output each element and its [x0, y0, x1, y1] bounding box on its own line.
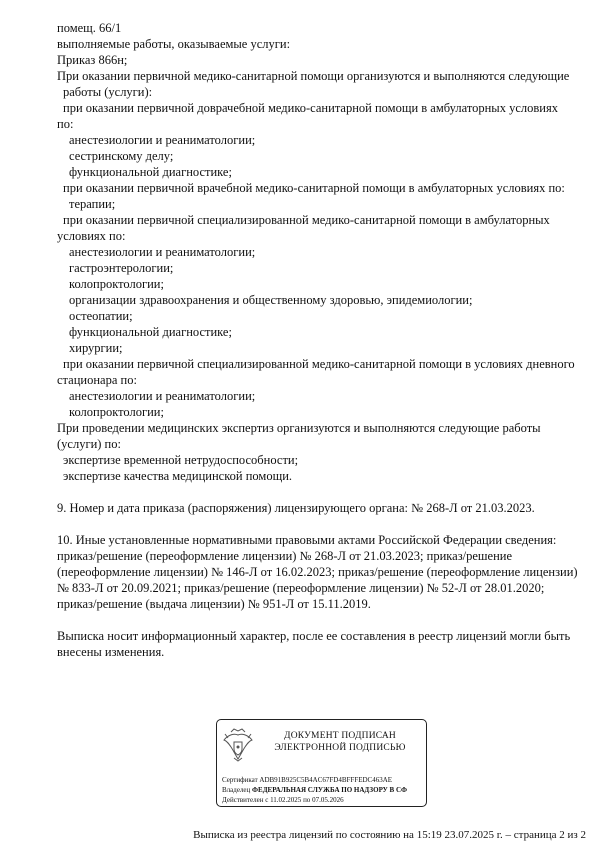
text-line: № 833-Л от 20.09.2021; приказ/решение (переоформление лицензии) № 52-Л от 28.01.2020;	[57, 581, 545, 595]
text-line: помещ. 66/1	[57, 21, 122, 35]
text-line: при оказании первичной доврачебной медико-санитарной помощи в амбулаторных условиях	[63, 101, 558, 115]
signature-stamp	[216, 719, 427, 807]
text-line: (переоформление лицензии) № 146-Л от 16.02.2023; приказ/решение (переоформление лицензии)	[57, 565, 578, 579]
list-item: хирургии;	[69, 341, 123, 355]
stamp-validity: Действителен с 11.02.2025 по 07.05.2026	[222, 796, 344, 804]
text-line: по:	[57, 117, 74, 131]
list-item: терапии;	[69, 197, 116, 211]
text-line: выполняемые работы, оказываемые услуги:	[57, 37, 291, 51]
disclaimer: Выписка носит информационный характер, после ее составления в реестр лицензий могли быть	[57, 629, 571, 643]
list-item: функциональной диагностике;	[69, 165, 232, 179]
list-item: экспертизе временной нетрудоспособности;	[63, 453, 299, 467]
list-item: анестезиологии и реаниматологии;	[69, 389, 256, 403]
text-line: При оказании первичной медико-санитарной помощи организуются и выполняются следующие	[57, 69, 570, 83]
stamp-certificate: Сертификат ADB91B925C5B4AC67FD4BFFFEDC463AE	[222, 776, 393, 784]
coat-of-arms-icon	[222, 727, 254, 763]
list-item: гастроэнтерологии;	[69, 261, 174, 275]
list-item: остеопатии;	[69, 309, 133, 323]
section-9: 9. Номер и дата приказа (распоряжения) лицензирующего органа: № 268-Л от 21.03.2023.	[57, 501, 535, 515]
stamp-owner: Владелец ФЕДЕРАЛЬНАЯ СЛУЖБА ПО НАДЗОРУ В СФ	[222, 786, 408, 794]
text-line: Приказ 866н;	[57, 53, 128, 67]
list-item: организации здравоохранения и общественному здоровью, эпидемиологии;	[69, 293, 473, 307]
text-line: стационара по:	[57, 373, 137, 387]
text-line: работы (услуги):	[63, 85, 153, 99]
text-line: при оказании первичной специализированной медико-санитарной помощи в амбулаторных	[63, 213, 550, 227]
list-item: анестезиологии и реаниматологии;	[69, 133, 256, 147]
page-footer: Выписка из реестра лицензий по состоянию на 15:19 23.07.2025 г. – страница 2 из 2	[193, 829, 586, 841]
list-item: колопроктологии;	[69, 277, 164, 291]
list-item: колопроктологии;	[69, 405, 164, 419]
text-line: при оказании первичной специализированной медико-санитарной помощи в условиях дневного	[63, 357, 575, 371]
document-body	[57, 20, 587, 660]
list-item: функциональной диагностике;	[69, 325, 232, 339]
list-item: сестринскому делу;	[69, 149, 174, 163]
text-line: При проведении медицинских экспертиз организуются и выполняются следующие работы	[57, 421, 541, 435]
text-line: приказ/решение (переоформление лицензии) № 268-Л от 21.03.2023; приказ/решение	[57, 549, 513, 563]
text-line: (услуги) по:	[57, 437, 121, 451]
text-line: приказ/решение (выдача лицензии) № 951-Л от 15.11.2019.	[57, 597, 371, 611]
list-item: экспертизе качества медицинской помощи.	[63, 469, 293, 483]
disclaimer: внесены изменения.	[57, 645, 165, 659]
text-line: при оказании первичной врачебной медико-санитарной помощи в амбулаторных условиях по:	[63, 181, 565, 195]
text-line: условиях по:	[57, 229, 126, 243]
section-10: 10. Иные установленные нормативными правовыми актами Российской Федерации сведения:	[57, 533, 557, 547]
stamp-title: ДОКУМЕНТ ПОДПИСАН ЭЛЕКТРОННОЙ ПОДПИСЬЮ	[274, 731, 406, 753]
list-item: анестезиологии и реаниматологии;	[69, 245, 256, 259]
